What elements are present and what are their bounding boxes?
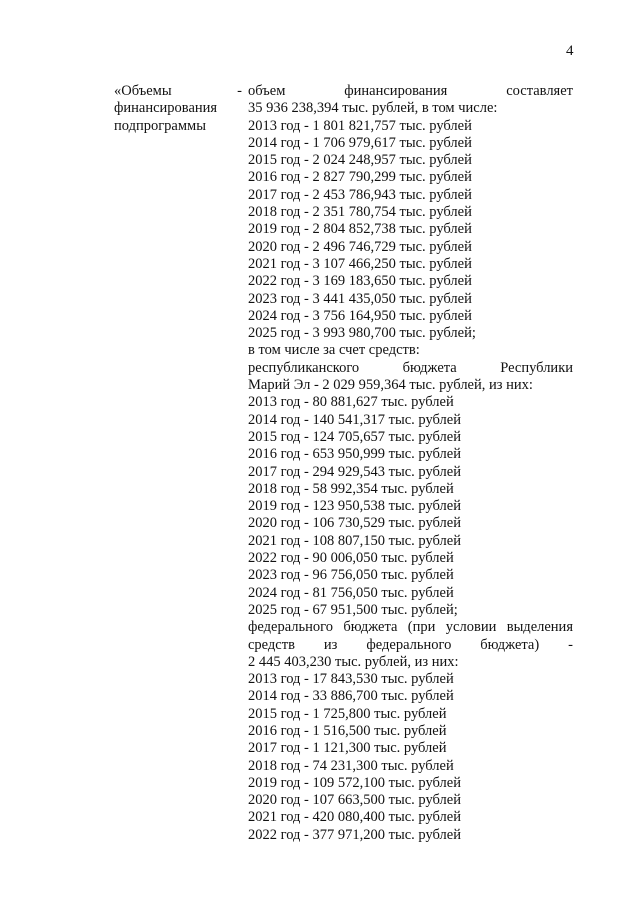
- text-line: 2015 год - 1 725,800 тыс. рублей: [248, 705, 447, 722]
- text-line: 2023 год - 3 441 435,050 тыс. рублей: [248, 290, 472, 307]
- text-line: 2020 год - 107 663,500 тыс. рублей: [248, 792, 461, 809]
- text-line: республиканского бюджета Республики: [248, 359, 573, 376]
- text-line: 2017 год - 2 453 786,943 тыс. рублей: [248, 186, 472, 203]
- text-line: 2020 год - 2 496 746,729 тыс. рублей: [248, 238, 472, 255]
- text-line: 2021 год - 108 807,150 тыс. рублей: [248, 532, 461, 549]
- text-line: 2013 год - 1 801 821,757 тыс. рублей: [248, 117, 472, 134]
- text-line: 2016 год - 2 827 790,299 тыс. рублей: [248, 169, 472, 186]
- text-line: 2 445 403,230 тыс. рублей, из них:: [248, 653, 459, 670]
- text-line: 2016 год - 1 516,500 тыс. рублей: [248, 722, 447, 739]
- text-line: 2021 год - 3 107 466,250 тыс. рублей: [248, 255, 472, 272]
- text-line: 2018 год - 74 231,300 тыс. рублей: [248, 757, 454, 774]
- label-line-1: «Объемы -: [114, 83, 242, 99]
- text-line: 2018 год - 58 992,354 тыс. рублей: [248, 480, 454, 497]
- text-line: 2022 год - 90 006,050 тыс. рублей: [248, 550, 454, 567]
- text-line: федерального бюджета (при условии выделения: [248, 619, 573, 636]
- text-line: средств из федерального бюджета) -: [248, 636, 573, 653]
- text-line: 2019 год - 109 572,100 тыс. рублей: [248, 774, 461, 791]
- text-line: 2017 год - 294 929,543 тыс. рублей: [248, 463, 461, 480]
- text-line: 2025 год - 67 951,500 тыс. рублей;: [248, 601, 458, 618]
- text-line: 2025 год - 3 993 980,700 тыс. рублей;: [248, 325, 476, 342]
- text-line: 2014 год - 33 886,700 тыс. рублей: [248, 688, 454, 705]
- text-line: Марий Эл - 2 029 959,364 тыс. рублей, из них:: [248, 377, 533, 394]
- financing-text: [248, 83, 573, 844]
- text-line: 2017 год - 1 121,300 тыс. рублей: [248, 740, 447, 757]
- text-line: 2016 год - 653 950,999 тыс. рублей: [248, 446, 461, 463]
- text-line: 2024 год - 81 756,050 тыс. рублей: [248, 584, 454, 601]
- text-line: 2014 год - 140 541,317 тыс. рублей: [248, 411, 461, 428]
- text-line: 2013 год - 80 881,627 тыс. рублей: [248, 394, 454, 411]
- text-line: 2018 год - 2 351 780,754 тыс. рублей: [248, 204, 472, 221]
- section-label: [114, 83, 242, 135]
- text-line: 2013 год - 17 843,530 тыс. рублей: [248, 671, 454, 688]
- label-line-3: подпрограммы: [114, 117, 206, 134]
- text-line: 2015 год - 124 705,657 тыс. рублей: [248, 428, 461, 445]
- text-line: 2019 год - 2 804 852,738 тыс. рублей: [248, 221, 472, 238]
- text-line: объем финансирования составляет: [248, 83, 573, 99]
- text-line: 2024 год - 3 756 164,950 тыс. рублей: [248, 307, 472, 324]
- text-line: 2020 год - 106 730,529 тыс. рублей: [248, 515, 461, 532]
- text-line: 2022 год - 377 971,200 тыс. рублей: [248, 826, 461, 843]
- text-line: в том числе за счет средств:: [248, 342, 420, 359]
- text-line: 2022 год - 3 169 183,650 тыс. рублей: [248, 273, 472, 290]
- page-number: 4: [566, 43, 574, 59]
- text-line: 2021 год - 420 080,400 тыс. рублей: [248, 809, 461, 826]
- text-line: 2023 год - 96 756,050 тыс. рублей: [248, 567, 454, 584]
- text-line: 2015 год - 2 024 248,957 тыс. рублей: [248, 152, 472, 169]
- text-line: 2019 год - 123 950,538 тыс. рублей: [248, 498, 461, 515]
- text-line: 2014 год - 1 706 979,617 тыс. рублей: [248, 134, 472, 151]
- text-line: 35 936 238,394 тыс. рублей, в том числе:: [248, 100, 498, 117]
- label-line-2: финансирования: [114, 100, 218, 117]
